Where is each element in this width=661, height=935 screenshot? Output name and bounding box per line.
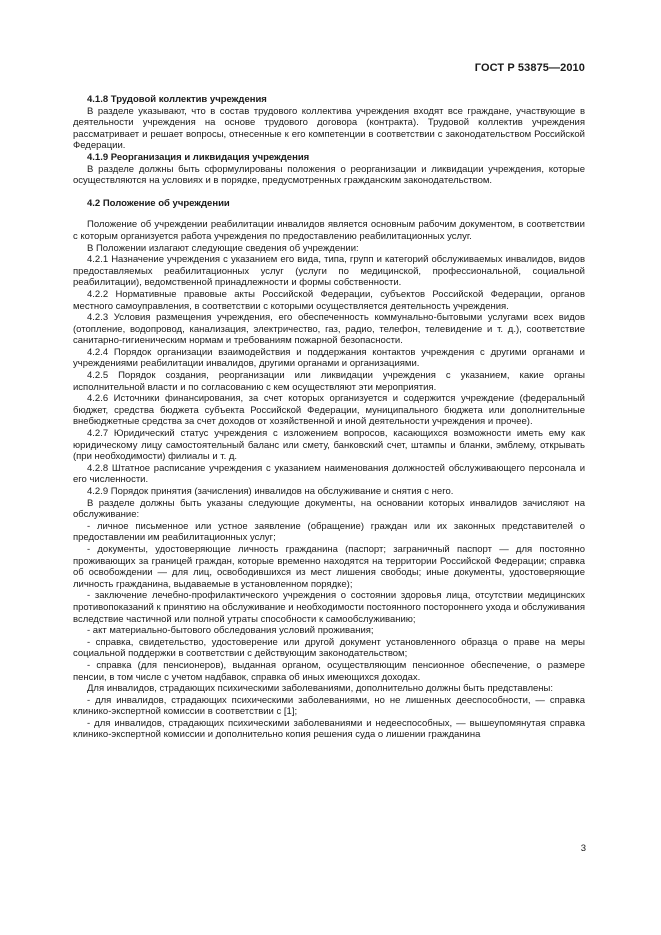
standard-number: ГОСТ Р 53875—2010 xyxy=(474,62,585,74)
paragraph: 4.2.2 Нормативные правовые акты Российской Федерации, субъектов Российской Федерации, органов местного самоуправления, в соответствии с которыми осуществляется деятельность учреждения. xyxy=(73,288,585,312)
paragraph: 4.2.9 Порядок принятия (зачисления) инвалидов на обслуживание и снятия с него. xyxy=(87,486,454,497)
list-item: - акт материально-бытового обследования условий проживания; xyxy=(87,625,374,637)
list-item: - личное письменное или устное заявление (обращение) граждан или их законных представителей о предоставлении им реабилитационных услуг; xyxy=(73,520,585,544)
section-heading-4-1-8: 4.1.8 Трудовой коллектив учреждения xyxy=(87,94,267,105)
list-item: - документы, удостоверяющие личность гражданина (паспорт; заграничный паспорт — для постоянно проживающих за границей граждан, которые временно находятся на территории Российской Федерации; справка об освобождении — для лиц, освободившихся из мест лишения свободы; иные документы, удостоверяющие личность гражданина, выдаваемые в установленном порядке); xyxy=(73,543,585,590)
paragraph: Для инвалидов, страдающих психическими заболеваниями, дополнительно должны быть представлены: xyxy=(87,683,554,695)
paragraph: В разделе должны быть сформулированы положения о реорганизации и ликвидации учреждения, которые осуществляются на условиях и в порядке, предусмотренных гражданским законодательством. xyxy=(73,163,585,187)
paragraph: 4.2.4 Порядок организации взаимодействия и поддержания контактов учреждения с другими органами и учреждениями реабилитации инвалидов, другими органами и организациями. xyxy=(73,346,585,370)
page-number: 3 xyxy=(580,843,586,854)
paragraph: 4.2.1 Назначение учреждения с указанием его вида, типа, групп и категорий обслуживаемых инвалидов, видов предоставляемых реабилитационных услуг (услуги по медицинской, профессиональной, социальной реабилитации), ведомственной принадлежности и формы собственности. xyxy=(73,254,585,289)
paragraph: В разделе должны быть указаны следующие документы, на основании которых инвалидов зачисляют на обслуживание: xyxy=(73,497,585,521)
list-item: - справка (для пенсионеров), выданная органом, осуществляющим пенсионное обеспечение, о размере пенсии, в том числе с учетом надбавок, справка об иных имеющихся доходах. xyxy=(73,659,585,683)
list-item: - для инвалидов, страдающих психическими заболеваниями, но не лишенных дееспособности, — справка клинико-экспертной комиссии в соответствии с [1]; xyxy=(73,694,585,718)
paragraph: 4.2.3 Условия размещения учреждения, его обеспеченность коммунально-бытовыми услугами всех видов (отопление, водопровод, канализация, электричество, газ, радио, телефон, телевидение и т. д.), соответствие санитарно-гигиеническим нормам и требованиям пожарной безопасности. xyxy=(73,312,585,347)
paragraph: 4.2.5 Порядок создания, реорганизации или ликвидации учреждения с указанием, какие органы исполнительной власти и по согласованию с кем осуществляют эти мероприятия. xyxy=(73,370,585,393)
paragraph: 4.2.6 Источники финансирования, за счет которых организуется и содержится учреждение (федеральный бюджет, средства бюджета субъекта Российской Федерации, муниципального бюджета или дополнительные внебюджетные средства за счет доходов от хозяйственной и иной деятельности учреждения и прочее). xyxy=(73,393,585,428)
document-body xyxy=(73,94,585,741)
list-item: - заключение лечебно-профилактического учреждения о состоянии здоровья лица, отсутствии медицинских противопоказаний к принятию на обслуживание и необходимости постоянного постороннего ухода и обслуживания вследствие частичной или полной утраты способности к самообслуживанию; xyxy=(73,590,585,625)
paragraph: 4.2.7 Юридический статус учреждения с изложением вопросов, касающихся возможности иметь ему как юридическому лицу самостоятельный баланс или смету, банковский счет, штампы и бланки, эмблему, открывать (при необходимости) филиалы и т. д. xyxy=(73,428,585,463)
paragraph: В разделе указывают, что в состав трудового коллектива учреждения входят все граждане, участвующие в деятельности учреждения на основе трудового договора (контракта). Трудовой коллектив учреждения рассматривает и решает вопросы, отнесенные к его компетенции в соответствии с законодательством Российской Федерации. xyxy=(73,105,585,152)
paragraph: Положение об учреждении реабилитации инвалидов является основным рабочим документом, в соответствии с которым организуется работа учреждения по предоставлению реабилитационных услуг. xyxy=(73,219,585,242)
section-heading-4-2: 4.2 Положение об учреждении xyxy=(87,197,230,209)
section-heading-4-1-9: 4.1.9 Реорганизация и ликвидация учреждения xyxy=(87,151,310,163)
list-item: - справка, свидетельство, удостоверение или другой документ установленного образца о праве на меры социальной поддержки в соответствии с действующим законодательством; xyxy=(73,636,585,660)
paragraph: В Положении излагают следующие сведения об учреждении: xyxy=(87,242,359,254)
paragraph: 4.2.8 Штатное расписание учреждения с указанием наименования должностей обслуживающего персонала и его численности. xyxy=(73,462,585,486)
list-item: - для инвалидов, страдающих психическими заболеваниями и недееспособных, — вышеупомянутая справка клинико-экспертной комиссии и дополнительно копия решения суда о лишении гражданина xyxy=(73,717,585,741)
